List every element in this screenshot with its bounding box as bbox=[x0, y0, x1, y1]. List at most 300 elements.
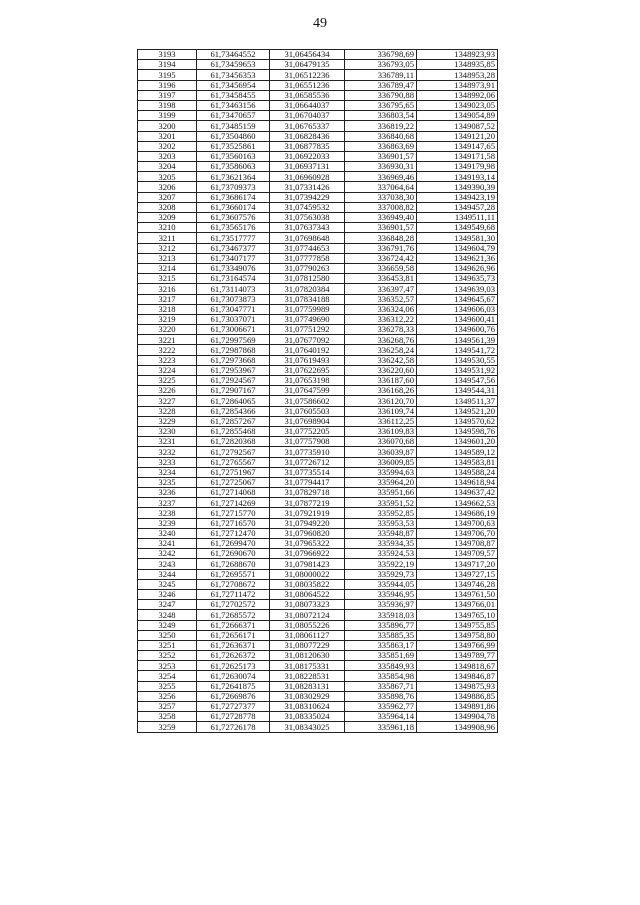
x-coordinate-cell: 336352,57 bbox=[345, 294, 417, 304]
x-coordinate-cell: 336840,68 bbox=[345, 131, 417, 141]
x-coordinate-cell: 336070,68 bbox=[345, 437, 417, 447]
point-number-cell: 3223 bbox=[138, 355, 197, 365]
y-coordinate-cell: 1349846,87 bbox=[417, 671, 498, 681]
latitude-cell: 61,72666371 bbox=[197, 620, 270, 630]
table-row bbox=[138, 294, 498, 304]
latitude-cell: 61,73709373 bbox=[197, 182, 270, 192]
longitude-cell: 31,06644037 bbox=[270, 100, 345, 110]
table-row bbox=[138, 457, 498, 467]
x-coordinate-cell: 336863,69 bbox=[345, 141, 417, 151]
point-number-cell: 3255 bbox=[138, 681, 197, 691]
y-coordinate-cell: 1349639,03 bbox=[417, 284, 498, 294]
table-row bbox=[138, 131, 498, 141]
y-coordinate-cell: 1349600,41 bbox=[417, 314, 498, 324]
point-number-cell: 3240 bbox=[138, 528, 197, 538]
y-coordinate-cell: 1349618,94 bbox=[417, 477, 498, 487]
longitude-cell: 31,06765337 bbox=[270, 121, 345, 131]
longitude-cell: 31,07820384 bbox=[270, 284, 345, 294]
y-coordinate-cell: 1349390,39 bbox=[417, 182, 498, 192]
y-coordinate-cell: 1349708,87 bbox=[417, 539, 498, 549]
latitude-cell: 61,72973668 bbox=[197, 355, 270, 365]
longitude-cell: 31,06585536 bbox=[270, 90, 345, 100]
latitude-cell: 61,73560163 bbox=[197, 151, 270, 161]
longitude-cell: 31,07605503 bbox=[270, 406, 345, 416]
longitude-cell: 31,07744653 bbox=[270, 243, 345, 253]
latitude-cell: 61,72708672 bbox=[197, 579, 270, 589]
table-row bbox=[138, 345, 498, 355]
y-coordinate-cell: 1349087,52 bbox=[417, 121, 498, 131]
x-coordinate-cell: 336793,05 bbox=[345, 60, 417, 70]
longitude-cell: 31,08077229 bbox=[270, 640, 345, 650]
latitude-cell: 61,72656171 bbox=[197, 630, 270, 640]
longitude-cell: 31,07834188 bbox=[270, 294, 345, 304]
point-number-cell: 3200 bbox=[138, 121, 197, 131]
y-coordinate-cell: 1349645,67 bbox=[417, 294, 498, 304]
point-number-cell: 3250 bbox=[138, 630, 197, 640]
latitude-cell: 61,72765567 bbox=[197, 457, 270, 467]
longitude-cell: 31,08073323 bbox=[270, 600, 345, 610]
table-row bbox=[138, 263, 498, 273]
x-coordinate-cell: 336791,76 bbox=[345, 243, 417, 253]
latitude-cell: 61,73485159 bbox=[197, 121, 270, 131]
page-number: 49 bbox=[313, 16, 327, 31]
point-number-cell: 3225 bbox=[138, 376, 197, 386]
point-number-cell: 3239 bbox=[138, 518, 197, 528]
longitude-cell: 31,07877219 bbox=[270, 498, 345, 508]
latitude-cell: 61,72712470 bbox=[197, 528, 270, 538]
y-coordinate-cell: 1349549,68 bbox=[417, 223, 498, 233]
longitude-cell: 31,08310624 bbox=[270, 702, 345, 712]
y-coordinate-cell: 1349875,93 bbox=[417, 681, 498, 691]
y-coordinate-cell: 1349588,24 bbox=[417, 467, 498, 477]
x-coordinate-cell: 335946,95 bbox=[345, 589, 417, 599]
x-coordinate-cell: 336009,85 bbox=[345, 457, 417, 467]
point-number-cell: 3198 bbox=[138, 100, 197, 110]
point-number-cell: 3232 bbox=[138, 447, 197, 457]
table-row bbox=[138, 671, 498, 681]
latitude-cell: 61,72669876 bbox=[197, 691, 270, 701]
longitude-cell: 31,07759989 bbox=[270, 304, 345, 314]
table-row bbox=[138, 447, 498, 457]
longitude-cell: 31,07966922 bbox=[270, 549, 345, 559]
table-row bbox=[138, 610, 498, 620]
point-number-cell: 3231 bbox=[138, 437, 197, 447]
x-coordinate-cell: 337038,30 bbox=[345, 192, 417, 202]
latitude-cell: 61,72716570 bbox=[197, 518, 270, 528]
table-row bbox=[138, 243, 498, 253]
x-coordinate-cell: 336168,26 bbox=[345, 386, 417, 396]
point-number-cell: 3221 bbox=[138, 335, 197, 345]
y-coordinate-cell: 1349700,63 bbox=[417, 518, 498, 528]
longitude-cell: 31,06922033 bbox=[270, 151, 345, 161]
latitude-cell: 61,73456353 bbox=[197, 70, 270, 80]
x-coordinate-cell: 335851,69 bbox=[345, 651, 417, 661]
x-coordinate-cell: 336901,57 bbox=[345, 151, 417, 161]
point-number-cell: 3244 bbox=[138, 569, 197, 579]
x-coordinate-cell: 335964,14 bbox=[345, 712, 417, 722]
y-coordinate-cell: 1349904,78 bbox=[417, 712, 498, 722]
longitude-cell: 31,06877835 bbox=[270, 141, 345, 151]
table-row bbox=[138, 518, 498, 528]
y-coordinate-cell: 1349531,92 bbox=[417, 365, 498, 375]
table-row bbox=[138, 121, 498, 131]
table-row bbox=[138, 467, 498, 477]
table-row bbox=[138, 100, 498, 110]
y-coordinate-cell: 1349717,20 bbox=[417, 559, 498, 569]
point-number-cell: 3220 bbox=[138, 325, 197, 335]
table-row bbox=[138, 681, 498, 691]
table-row bbox=[138, 702, 498, 712]
y-coordinate-cell: 1349581,30 bbox=[417, 233, 498, 243]
y-coordinate-cell: 1348935,85 bbox=[417, 60, 498, 70]
longitude-cell: 31,06960928 bbox=[270, 172, 345, 182]
point-number-cell: 3208 bbox=[138, 202, 197, 212]
x-coordinate-cell: 336120,70 bbox=[345, 396, 417, 406]
table-row bbox=[138, 488, 498, 498]
longitude-cell: 31,08064522 bbox=[270, 589, 345, 599]
x-coordinate-cell: 335962,77 bbox=[345, 702, 417, 712]
latitude-cell: 61,72690670 bbox=[197, 549, 270, 559]
y-coordinate-cell: 1349908,96 bbox=[417, 722, 498, 732]
point-number-cell: 3241 bbox=[138, 539, 197, 549]
y-coordinate-cell: 1349621,36 bbox=[417, 253, 498, 263]
latitude-cell: 61,73073873 bbox=[197, 294, 270, 304]
latitude-cell: 61,72630074 bbox=[197, 671, 270, 681]
y-coordinate-cell: 1349891,86 bbox=[417, 702, 498, 712]
y-coordinate-cell: 1349758,80 bbox=[417, 630, 498, 640]
x-coordinate-cell: 336790,88 bbox=[345, 90, 417, 100]
latitude-cell: 61,73114073 bbox=[197, 284, 270, 294]
longitude-cell: 31,07812580 bbox=[270, 274, 345, 284]
point-number-cell: 3205 bbox=[138, 172, 197, 182]
longitude-cell: 31,08120630 bbox=[270, 651, 345, 661]
y-coordinate-cell: 1349637,42 bbox=[417, 488, 498, 498]
latitude-cell: 61,72625173 bbox=[197, 661, 270, 671]
latitude-cell: 61,73349076 bbox=[197, 263, 270, 273]
point-number-cell: 3243 bbox=[138, 559, 197, 569]
x-coordinate-cell: 335924,53 bbox=[345, 549, 417, 559]
table-row bbox=[138, 355, 498, 365]
point-number-cell: 3211 bbox=[138, 233, 197, 243]
y-coordinate-cell: 1349570,62 bbox=[417, 416, 498, 426]
table-row bbox=[138, 172, 498, 182]
point-number-cell: 3194 bbox=[138, 60, 197, 70]
x-coordinate-cell: 335961,18 bbox=[345, 722, 417, 732]
x-coordinate-cell: 335964,20 bbox=[345, 477, 417, 487]
point-number-cell: 3215 bbox=[138, 274, 197, 284]
longitude-cell: 31,07735514 bbox=[270, 467, 345, 477]
x-coordinate-cell: 335929,73 bbox=[345, 569, 417, 579]
point-number-cell: 3202 bbox=[138, 141, 197, 151]
x-coordinate-cell: 336930,31 bbox=[345, 162, 417, 172]
y-coordinate-cell: 1349818,67 bbox=[417, 661, 498, 671]
y-coordinate-cell: 1349530,55 bbox=[417, 355, 498, 365]
y-coordinate-cell: 1349589,12 bbox=[417, 447, 498, 457]
longitude-cell: 31,07981423 bbox=[270, 559, 345, 569]
y-coordinate-cell: 1349635,73 bbox=[417, 274, 498, 284]
y-coordinate-cell: 1349600,76 bbox=[417, 325, 498, 335]
table-row bbox=[138, 325, 498, 335]
point-number-cell: 3201 bbox=[138, 131, 197, 141]
x-coordinate-cell: 335994,63 bbox=[345, 467, 417, 477]
table-row bbox=[138, 314, 498, 324]
longitude-cell: 31,07653198 bbox=[270, 376, 345, 386]
y-coordinate-cell: 1349727,15 bbox=[417, 569, 498, 579]
point-number-cell: 3257 bbox=[138, 702, 197, 712]
longitude-cell: 31,07619493 bbox=[270, 355, 345, 365]
y-coordinate-cell: 1349179,98 bbox=[417, 162, 498, 172]
x-coordinate-cell: 335948,87 bbox=[345, 528, 417, 538]
y-coordinate-cell: 1349765,10 bbox=[417, 610, 498, 620]
longitude-cell: 31,07698648 bbox=[270, 233, 345, 243]
point-number-cell: 3253 bbox=[138, 661, 197, 671]
table-row bbox=[138, 630, 498, 640]
x-coordinate-cell: 336724,42 bbox=[345, 253, 417, 263]
table-row bbox=[138, 589, 498, 599]
longitude-cell: 31,07749690 bbox=[270, 314, 345, 324]
y-coordinate-cell: 1349761,50 bbox=[417, 589, 498, 599]
point-number-cell: 3246 bbox=[138, 589, 197, 599]
y-coordinate-cell: 1349746,28 bbox=[417, 579, 498, 589]
latitude-cell: 61,72714068 bbox=[197, 488, 270, 498]
y-coordinate-cell: 1349626,96 bbox=[417, 263, 498, 273]
latitude-cell: 61,72711472 bbox=[197, 589, 270, 599]
table-row bbox=[138, 396, 498, 406]
y-coordinate-cell: 1349547,56 bbox=[417, 376, 498, 386]
point-number-cell: 3236 bbox=[138, 488, 197, 498]
latitude-cell: 61,73607576 bbox=[197, 213, 270, 223]
latitude-cell: 61,73517777 bbox=[197, 233, 270, 243]
latitude-cell: 61,72854366 bbox=[197, 406, 270, 416]
y-coordinate-cell: 1349766,99 bbox=[417, 640, 498, 650]
table-row bbox=[138, 202, 498, 212]
longitude-cell: 31,08035822 bbox=[270, 579, 345, 589]
x-coordinate-cell: 336795,65 bbox=[345, 100, 417, 110]
y-coordinate-cell: 1349706,70 bbox=[417, 528, 498, 538]
y-coordinate-cell: 1349662,53 bbox=[417, 498, 498, 508]
x-coordinate-cell: 336268,76 bbox=[345, 335, 417, 345]
latitude-cell: 61,72792567 bbox=[197, 447, 270, 457]
y-coordinate-cell: 1349511,37 bbox=[417, 396, 498, 406]
latitude-cell: 61,72987868 bbox=[197, 345, 270, 355]
y-coordinate-cell: 1349521,20 bbox=[417, 406, 498, 416]
point-number-cell: 3251 bbox=[138, 640, 197, 650]
y-coordinate-cell: 1349606,03 bbox=[417, 304, 498, 314]
table-row bbox=[138, 60, 498, 70]
latitude-cell: 61,72751967 bbox=[197, 467, 270, 477]
point-number-cell: 3222 bbox=[138, 345, 197, 355]
y-coordinate-cell: 1348923,93 bbox=[417, 50, 498, 60]
latitude-cell: 61,72857267 bbox=[197, 416, 270, 426]
x-coordinate-cell: 336242,58 bbox=[345, 355, 417, 365]
y-coordinate-cell: 1349544,31 bbox=[417, 386, 498, 396]
x-coordinate-cell: 336258,24 bbox=[345, 345, 417, 355]
longitude-cell: 31,07735910 bbox=[270, 447, 345, 457]
table-row bbox=[138, 722, 498, 732]
latitude-cell: 61,73660174 bbox=[197, 202, 270, 212]
latitude-cell: 61,72626372 bbox=[197, 651, 270, 661]
point-number-cell: 3224 bbox=[138, 365, 197, 375]
latitude-cell: 61,72864065 bbox=[197, 396, 270, 406]
x-coordinate-cell: 336453,81 bbox=[345, 274, 417, 284]
point-number-cell: 3196 bbox=[138, 80, 197, 90]
longitude-cell: 31,07331426 bbox=[270, 182, 345, 192]
table-row bbox=[138, 335, 498, 345]
point-number-cell: 3227 bbox=[138, 396, 197, 406]
x-coordinate-cell: 335854,98 bbox=[345, 671, 417, 681]
y-coordinate-cell: 1349511,11 bbox=[417, 213, 498, 223]
longitude-cell: 31,06828436 bbox=[270, 131, 345, 141]
x-coordinate-cell: 336220,60 bbox=[345, 365, 417, 375]
point-number-cell: 3199 bbox=[138, 111, 197, 121]
latitude-cell: 61,72695571 bbox=[197, 569, 270, 579]
x-coordinate-cell: 336278,33 bbox=[345, 325, 417, 335]
latitude-cell: 61,72820368 bbox=[197, 437, 270, 447]
point-number-cell: 3233 bbox=[138, 457, 197, 467]
latitude-cell: 61,73459653 bbox=[197, 60, 270, 70]
table-row bbox=[138, 111, 498, 121]
point-number-cell: 3217 bbox=[138, 294, 197, 304]
latitude-cell: 61,72726178 bbox=[197, 722, 270, 732]
longitude-cell: 31,06456434 bbox=[270, 50, 345, 60]
table-row bbox=[138, 528, 498, 538]
longitude-cell: 31,08175331 bbox=[270, 661, 345, 671]
table-row bbox=[138, 284, 498, 294]
table-row bbox=[138, 579, 498, 589]
table-row bbox=[138, 620, 498, 630]
point-number-cell: 3252 bbox=[138, 651, 197, 661]
latitude-cell: 61,73565176 bbox=[197, 223, 270, 233]
point-number-cell: 3259 bbox=[138, 722, 197, 732]
x-coordinate-cell: 337008,82 bbox=[345, 202, 417, 212]
latitude-cell: 61,72725067 bbox=[197, 477, 270, 487]
y-coordinate-cell: 1349054,89 bbox=[417, 111, 498, 121]
x-coordinate-cell: 336969,46 bbox=[345, 172, 417, 182]
y-coordinate-cell: 1349541,72 bbox=[417, 345, 498, 355]
latitude-cell: 61,73470657 bbox=[197, 111, 270, 121]
table-row bbox=[138, 233, 498, 243]
longitude-cell: 31,08335024 bbox=[270, 712, 345, 722]
point-number-cell: 3204 bbox=[138, 162, 197, 172]
latitude-cell: 61,73456954 bbox=[197, 80, 270, 90]
y-coordinate-cell: 1349886,85 bbox=[417, 691, 498, 701]
point-number-cell: 3207 bbox=[138, 192, 197, 202]
latitude-cell: 61,72702572 bbox=[197, 600, 270, 610]
longitude-cell: 31,07965322 bbox=[270, 539, 345, 549]
x-coordinate-cell: 335918,03 bbox=[345, 610, 417, 620]
x-coordinate-cell: 336803,54 bbox=[345, 111, 417, 121]
longitude-cell: 31,07790263 bbox=[270, 263, 345, 273]
y-coordinate-cell: 1349601,20 bbox=[417, 437, 498, 447]
y-coordinate-cell: 1349193,14 bbox=[417, 172, 498, 182]
longitude-cell: 31,07726712 bbox=[270, 457, 345, 467]
latitude-cell: 61,72728778 bbox=[197, 712, 270, 722]
point-number-cell: 3212 bbox=[138, 243, 197, 253]
longitude-cell: 31,08072124 bbox=[270, 610, 345, 620]
y-coordinate-cell: 1349686,19 bbox=[417, 508, 498, 518]
table-row bbox=[138, 213, 498, 223]
y-coordinate-cell: 1349709,57 bbox=[417, 549, 498, 559]
longitude-cell: 31,06479135 bbox=[270, 60, 345, 70]
longitude-cell: 31,07751292 bbox=[270, 325, 345, 335]
table-row bbox=[138, 151, 498, 161]
y-coordinate-cell: 1349171,58 bbox=[417, 151, 498, 161]
point-number-cell: 3230 bbox=[138, 426, 197, 436]
latitude-cell: 61,73686174 bbox=[197, 192, 270, 202]
point-number-cell: 3213 bbox=[138, 253, 197, 263]
point-number-cell: 3209 bbox=[138, 213, 197, 223]
table-row bbox=[138, 498, 498, 508]
table-row bbox=[138, 549, 498, 559]
table-row bbox=[138, 253, 498, 263]
x-coordinate-cell: 336901,57 bbox=[345, 223, 417, 233]
latitude-cell: 61,72688670 bbox=[197, 559, 270, 569]
table-row bbox=[138, 508, 498, 518]
longitude-cell: 31,08302929 bbox=[270, 691, 345, 701]
x-coordinate-cell: 335867,71 bbox=[345, 681, 417, 691]
longitude-cell: 31,07563038 bbox=[270, 213, 345, 223]
longitude-cell: 31,07794417 bbox=[270, 477, 345, 487]
table-row bbox=[138, 192, 498, 202]
longitude-cell: 31,07677092 bbox=[270, 335, 345, 345]
point-number-cell: 3247 bbox=[138, 600, 197, 610]
table-row bbox=[138, 651, 498, 661]
table-row bbox=[138, 274, 498, 284]
table-row bbox=[138, 376, 498, 386]
longitude-cell: 31,07622695 bbox=[270, 365, 345, 375]
longitude-cell: 31,08228531 bbox=[270, 671, 345, 681]
point-number-cell: 3218 bbox=[138, 304, 197, 314]
point-number-cell: 3245 bbox=[138, 579, 197, 589]
table-row bbox=[138, 416, 498, 426]
latitude-cell: 61,72641875 bbox=[197, 681, 270, 691]
point-number-cell: 3214 bbox=[138, 263, 197, 273]
y-coordinate-cell: 1349604,79 bbox=[417, 243, 498, 253]
latitude-cell: 61,73407177 bbox=[197, 253, 270, 263]
x-coordinate-cell: 336819,22 bbox=[345, 121, 417, 131]
point-number-cell: 3206 bbox=[138, 182, 197, 192]
point-number-cell: 3242 bbox=[138, 549, 197, 559]
x-coordinate-cell: 336949,40 bbox=[345, 213, 417, 223]
y-coordinate-cell: 1349583,81 bbox=[417, 457, 498, 467]
x-coordinate-cell: 336659,58 bbox=[345, 263, 417, 273]
longitude-cell: 31,07757908 bbox=[270, 437, 345, 447]
latitude-cell: 61,72685572 bbox=[197, 610, 270, 620]
point-number-cell: 3193 bbox=[138, 50, 197, 60]
table-row bbox=[138, 223, 498, 233]
x-coordinate-cell: 335863,17 bbox=[345, 640, 417, 650]
longitude-cell: 31,07752205 bbox=[270, 426, 345, 436]
table-row bbox=[138, 661, 498, 671]
latitude-cell: 61,72855468 bbox=[197, 426, 270, 436]
table-row bbox=[138, 162, 498, 172]
table-row bbox=[138, 365, 498, 375]
y-coordinate-cell: 1349755,85 bbox=[417, 620, 498, 630]
longitude-cell: 31,07459532 bbox=[270, 202, 345, 212]
latitude-cell: 61,72907167 bbox=[197, 386, 270, 396]
table-row bbox=[138, 559, 498, 569]
x-coordinate-cell: 335952,85 bbox=[345, 508, 417, 518]
point-number-cell: 3219 bbox=[138, 314, 197, 324]
point-number-cell: 3254 bbox=[138, 671, 197, 681]
table-row bbox=[138, 569, 498, 579]
x-coordinate-cell: 335896,77 bbox=[345, 620, 417, 630]
y-coordinate-cell: 1348953,28 bbox=[417, 70, 498, 80]
latitude-cell: 61,73463156 bbox=[197, 100, 270, 110]
table-row bbox=[138, 80, 498, 90]
latitude-cell: 61,72727377 bbox=[197, 702, 270, 712]
point-number-cell: 3235 bbox=[138, 477, 197, 487]
